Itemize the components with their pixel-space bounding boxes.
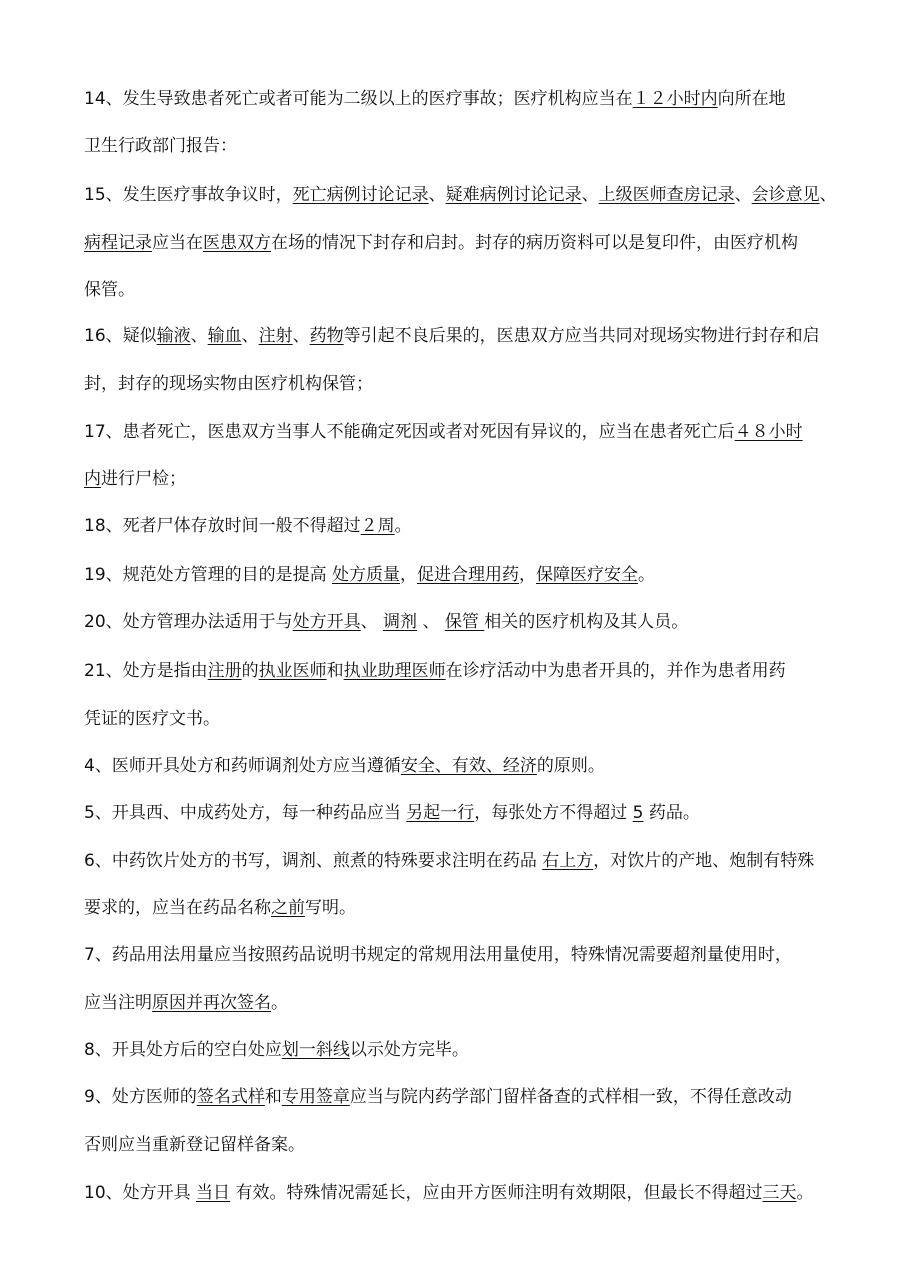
underlined-term: 之前 [271,898,305,918]
text-segment: ， [519,565,537,585]
underlined-term: 促进合理用药 [417,565,520,585]
text-segment: 应当与院内药学部门留样备查的式样相一致，不得任意改动 [349,1087,792,1107]
text-segment: 、 [360,612,384,632]
underlined-term: 死亡病例讨论记录 [292,185,429,205]
underlined-term: ４８小时 [734,422,803,442]
text-line [84,1038,874,1062]
underlined-term: 处方开具 [292,612,361,632]
text-line [84,943,874,967]
text-segment: 4、医师开具处方和药师调剂处方应当遵循 [84,756,401,776]
text-segment: 否则应当重新登记留样备案。 [84,1135,305,1155]
text-line [84,420,874,444]
underlined-term: 专用签章 [281,1087,350,1107]
text-line [84,563,874,587]
underlined-term: 5 [632,803,644,823]
text-segment: 、 [190,326,208,346]
text-segment: ，每张处方不得超过 [474,803,633,823]
underlined-term: 上级医师查房记录 [598,185,735,205]
text-segment: 应当注明 [84,993,152,1013]
underlined-term: 三天 [762,1183,797,1203]
text-segment: 19、规范处方管理的目的是提高 [84,565,333,585]
text-segment: ，对饮片的产地、炮制有特殊 [593,851,815,871]
text-segment: 14、发生导致患者死亡或者可能为二级以上的医疗事故；医疗机构应当在 [84,89,633,109]
text-segment: 以示处方完毕。 [349,1040,469,1060]
text-segment: 8、开具处方后的空白处应 [84,1040,282,1060]
text-segment: 。 [271,993,288,1013]
text-segment: 、 [734,185,752,205]
text-segment: 等引起不良后果的，医患双方应当共同对现场实物进行封存和启 [343,326,820,346]
underlined-term: 执业助理医师 [343,661,446,681]
text-line [84,849,874,873]
underlined-term: 注册 [207,661,242,681]
text-line [84,467,874,491]
text-line [84,514,874,538]
text-segment: 卫生行政部门报告： [84,136,237,156]
underlined-term: 病程记录 [84,233,152,253]
underlined-term: 药物 [309,326,344,346]
text-segment: 应当在 [152,233,203,253]
text-line [84,754,874,778]
underlined-term: ２周 [360,516,395,536]
text-segment: 16、疑似 [84,326,157,346]
text-line [84,1085,874,1109]
text-segment: 20、处方管理办法适用于与 [84,612,293,632]
text-segment: 向所在地 [717,89,786,109]
text-line [84,324,874,348]
text-segment: 保管。 [84,280,135,300]
text-segment: ， [400,565,418,585]
text-segment: 和 [264,1087,282,1107]
text-segment: 的 [241,661,259,681]
text-line [84,134,874,158]
text-segment: 在场的情况下封存和启封。封存的病历资料可以是复印件，由医疗机构 [271,233,798,253]
text-line [84,1181,874,1205]
underlined-term: 保管 [444,612,485,632]
text-segment: 15、发生医疗事故争议时， [84,185,293,205]
text-segment: 、 [241,326,259,346]
text-line [84,707,874,731]
underlined-term: 调剂 [383,612,418,632]
text-segment: 10、处方开具 [84,1183,197,1203]
text-segment: 要求的，应当在药品名称 [84,898,271,918]
text-segment: 、 [428,185,446,205]
text-segment: 9、处方医师的 [84,1087,197,1107]
underlined-term: １２小时内 [632,89,718,109]
text-line [84,87,874,111]
underlined-term: 执业医师 [258,661,327,681]
underlined-term: 当日 [196,1183,231,1203]
text-segment: 在诊疗活动中为患者开具的，并作为患者用药 [445,661,786,681]
text-segment: 、 [581,185,599,205]
text-segment: 。 [394,516,412,536]
underlined-term: 疑难病例讨论记录 [445,185,582,205]
text-segment: 、 [417,612,445,632]
text-segment: 18、死者尸体存放时间一般不得超过 [84,516,361,536]
text-segment: 17、患者死亡，医患双方当事人不能确定死因或者对死因有异议的，应当在患者死亡后 [84,422,735,442]
text-segment: 、 [292,326,310,346]
text-line [84,801,874,825]
underlined-term: 安全、有效、经济 [400,756,537,776]
text-segment: 进行尸检； [101,469,186,489]
underlined-term: 内 [84,469,101,489]
text-segment: 。 [638,565,656,585]
underlined-term: 划一斜线 [281,1040,350,1060]
underlined-term: 输血 [207,326,242,346]
text-line [84,231,874,255]
underlined-term: 保障医疗安全 [536,565,639,585]
underlined-term: 处方质量 [332,565,401,585]
text-segment: 6、中药饮片处方的书写，调剂、煎煮的特殊要求注明在药品 [84,851,543,871]
text-line [84,1133,874,1157]
text-segment: 5、开具西、中成药处方，每一种药品应当 [84,803,407,823]
text-segment: 7、药品用法用量应当按照药品说明书规定的常规用法用量使用，特殊情况需要超剂量使用时， [84,945,792,965]
text-segment: 药品。 [643,803,700,823]
underlined-term: 输液 [156,326,191,346]
underlined-term: 签名式样 [196,1087,265,1107]
text-segment: 。 [796,1183,814,1203]
text-segment: 封，封存的现场实物由医疗机构保管； [84,374,373,394]
text-segment: 写明。 [305,898,356,918]
text-segment: 凭证的医疗文书。 [84,709,220,729]
underlined-term: 注射 [258,326,293,346]
text-line [84,278,874,302]
underlined-term: 右上方 [542,851,594,871]
underlined-term: 另起一行 [406,803,475,823]
text-line [84,183,874,207]
text-segment: 相关的医疗机构及其人员。 [484,612,689,632]
text-segment: 的原则。 [536,756,605,776]
text-segment: 和 [326,661,344,681]
text-line [84,610,874,634]
text-line [84,659,874,683]
underlined-term: 原因并再次签名 [152,993,271,1013]
text-segment: 、 [819,185,837,205]
text-line [84,991,874,1015]
underlined-term: 会诊意见 [751,185,820,205]
text-line [84,372,874,396]
text-segment: 21、处方是指由 [84,661,208,681]
underlined-term: 医患双方 [203,233,271,253]
text-line [84,896,874,920]
text-segment: 有效。特殊情况需延长，应由开方医师注明有效期限，但最长不得超过 [230,1183,763,1203]
